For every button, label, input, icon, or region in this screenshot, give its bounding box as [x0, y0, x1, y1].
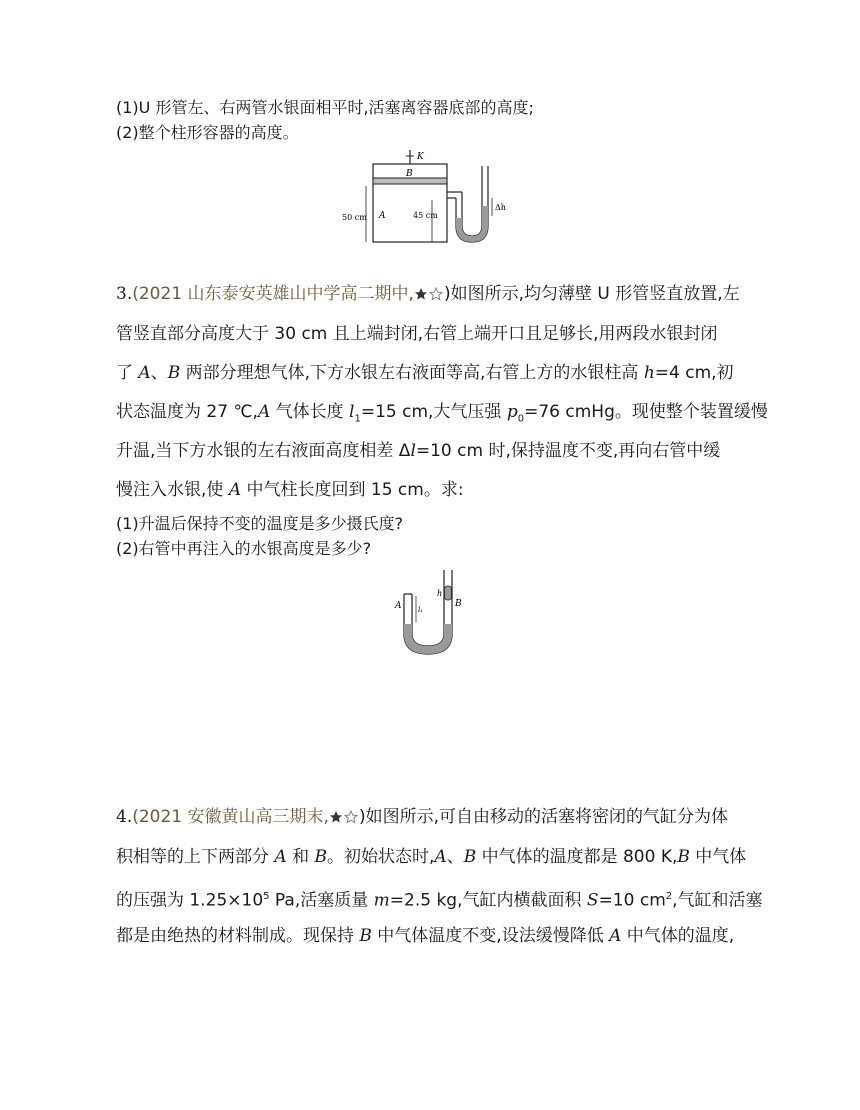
q3-line-5: 升温,当下方水银的左右液面高度相差 Δl=10 cm 时,保持温度不变,再向右管中缓: [116, 441, 721, 461]
q3-line-2: 管竖直部分高度大于 30 cm 且上端封闭,右管上端开口且足够长,用两段水银封闭: [116, 324, 718, 344]
label-K: K: [417, 152, 424, 162]
label-A: A: [379, 211, 386, 221]
q2-figure: [340, 148, 530, 248]
q3-number: 3.: [116, 284, 133, 304]
q4-line-4: 都是由绝热的材料制成。现保持 B 中气体温度不变,设法缓慢降低 A 中气体的温度,: [116, 926, 735, 946]
difficulty-star-icon: [329, 810, 359, 824]
lower-mercury: [404, 624, 452, 654]
label-h: h: [437, 589, 443, 598]
label-l1: l₁: [418, 606, 424, 614]
q3-line-1-text: )如图所示,均匀薄壁 U 形管竖直放置,左: [443, 284, 740, 304]
label-B: B: [455, 599, 462, 609]
q4-line-1: [116, 806, 728, 828]
q2-subquestion-2: (2)整个柱形容器的高度。: [116, 123, 299, 142]
q3-source: (2021 山东泰安英雄山中学高二期中,: [132, 284, 414, 304]
difficulty-star-icon: [414, 287, 444, 301]
q3-subquestion-2: (2)右管中再注入的水银高度是多少?: [116, 539, 372, 558]
label-45cm: 45 cm: [413, 211, 438, 220]
q4-line-1-text: )如图所示,可自由移动的活塞将密闭的气缸分为体: [358, 807, 728, 827]
label-B: B: [406, 169, 413, 179]
q3-subquestion-1: (1)升温后保持不变的温度是多少摄氏度?: [116, 514, 404, 533]
q3-line-1: [116, 283, 740, 305]
q2-subquestion-1: (1)U 形管左、右两管水银面相平时,活塞离容器底部的高度;: [116, 98, 534, 117]
q3-line-4: 状态温度为 27 ℃,A 气体长度 $l_1=15$ cm,大气压强 $p_0=76$ cmHg。现使整个装置缓慢: [116, 402, 768, 425]
q3-figure: [392, 566, 468, 660]
q4-line-2: 积相等的上下两部分 A 和 B。初始状态时,A、B 中气体的温度都是 800 K,B 中气体: [116, 847, 747, 867]
q4-line-3: 的压强为 $1.25\times 10^5$ Pa,活塞质量 m=2.5 kg,气缸内横截面积 S=10 $cm^2$,气缸和活塞: [116, 890, 763, 911]
upper-mercury: [445, 586, 452, 600]
q4-source: (2021 安徽黄山高三期末,: [132, 807, 329, 827]
q3-line-3: 了 A、B 两部分理想气体,下方水银左右液面等高,右管上方的水银柱高 h=4 cm,初: [116, 363, 734, 383]
label-dh: Δh: [495, 203, 506, 212]
label-A: A: [395, 601, 402, 611]
label-50cm: 50 cm: [342, 213, 367, 222]
q4-number: 4.: [116, 807, 133, 827]
mercury: [456, 206, 488, 242]
q3-line-6: 慢注入水银,使 A 中气柱长度回到 15 cm。求:: [116, 480, 464, 500]
